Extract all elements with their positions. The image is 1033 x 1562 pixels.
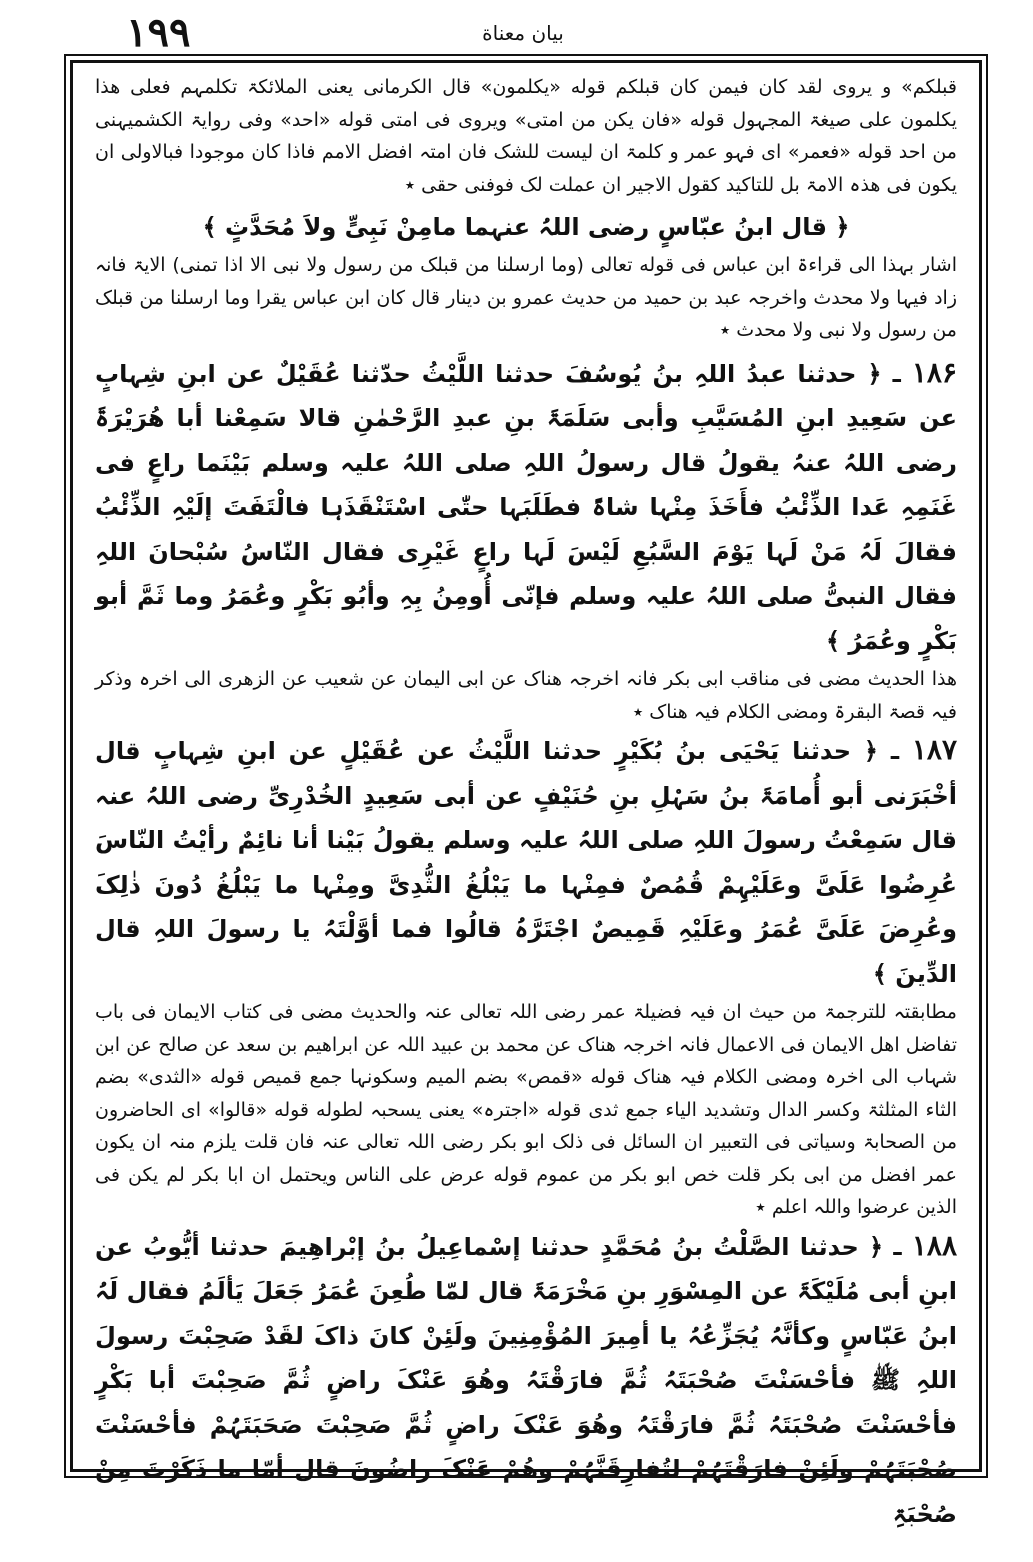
dash-separator: ـ xyxy=(878,737,900,765)
page-header xyxy=(68,8,978,58)
hadith-text: ﴿ حدثنا عبدُ اللہِ بنُ یُوسُفَ حدثنا اللَّیْثُ حدّثنا عُقَیْلٌ عن ابنِ شِہابٍ عن سَعِیدِ ابنِ المُسَیَّبِ وأبی سَلَمَۃَ بنِ عبدِ الرَّحْمٰنِ قالا سَمِعْنا أبا ھُرَیْرَۃَ رضی اللہُ عنہُ یقولُ قال رسولُ اللہِ صلی اللہُ علیہ وسلم بَیْنَما راعٍ فی غَنَمِہِ عَدا الذِّئْبُ فأَخَذَ مِنْہا شاۃً فطَلَبَہا حتّٰی اسْتَنْقَذَہا فالْتَفَتَ إلَیْہِ الذِّئْبُ فقالَ لَہُ مَنْ لَہا یَوْمَ السَّبُعِ لَیْسَ لَہا راعٍ غَیْرِی فقال النّاسُ سُبْحانَ اللہِ فقال النبیُّ صلی اللہُ علیہ وسلم فإنّی أُومِنُ بِہِ وأبُو بَکْرٍ وعُمَرُ وما ثَمَّ أبو بَکْرٍ وعُمَرُ ﴾ xyxy=(95,359,957,655)
commentary-paragraph: مطابقتہ للترجمۃ من حیث ان فیہ فضیلۃ عمر رضی اللہ تعالی عنہ والحدیث مضی فی کتاب الایمان فی باب تفاضل اھل الایمان فی الاعمال فانہ اخرجہ ھناک عن محمد بن عبید اللہ عن ابراھیم بن سعد عن صالح عن ابن شہاب الی اخرہ ومضی الکلام فیہ ھناک قوله «قمص» بضم المیم وسکونہا جمع قمیص قوله «الثدی» بضم الثاء المثلثۃ وکسر الدال وتشدید الیاء جمع ثدی قوله «اجترہ» یعنی یسحبہ لطوله قوله «قالوا» ای الحاضرون من الصحابۃ وسیاتی فی التعبیر ان السائل فی ذلک ابو بکر رضی اللہ تعالی عنہ فان قلت یلزم منہ ان یکون عمر افضل من ابی بکر قلت خص ابو بکر من عموم قوله عرض علی الناس ویحتمل ان ابا بکر لم یکن فی الذین عرضوا واللہ اعلم ٭ xyxy=(95,1001,957,1218)
hadith-paragraph xyxy=(95,728,957,996)
running-title: بیان معناة xyxy=(482,21,564,45)
hadith-paragraph xyxy=(95,1224,957,1537)
hadith-text: ﴿ حدثنا یَحْیَی بنُ بُکَیْرٍ حدثنا اللَّیْثُ عن عُقَیْلٍ عن ابنِ شِہابٍ قال أخْبَرَنی أبو أُمامَۃَ بنُ سَہْلِ بنِ حُنَیْفٍ عن أبی سَعِیدٍ الخُدْرِیِّ رضی اللہُ عنہ قال سَمِعْتُ رسولَ اللہِ صلی اللہُ علیہ وسلم یقولُ بَیْنا أنا نائِمٌ رأیْتُ النّاسَ عُرِضُوا عَلَیَّ وعَلَیْہِمْ قُمُصٌ فمِنْہا ما یَبْلُغُ الثُّدِیَّ ومِنْہا ما یَبْلُغُ دُونَ ذٰلِکَ وعُرِضَ عَلَیَّ عُمَرُ وعَلَیْہِ قَمِیصٌ اجْتَرَّہُ قالُوا فما أوَّلْتَہُ یا رسولَ اللہِ قال الدِّینَ ﴾ xyxy=(95,737,958,988)
dash-separator: ـ xyxy=(883,1232,902,1261)
hadith-paragraph xyxy=(95,351,957,664)
hadith-number: ۱۸۶ xyxy=(911,355,958,389)
text-body xyxy=(95,71,957,1536)
text-frame xyxy=(70,60,982,1528)
chapter-heading: ﴿ قال ابنُ عبّاسٍ رضی اللہُ عنہما مامِنْ نَبِیٍّ ولاَ مُحَدَّثٍ ﴾ xyxy=(202,213,850,241)
commentary-paragraph: اشار بہذا الی قراءۃ ابن عباس فی قوله تعالی (وما ارسلنا من قبلک من رسول ولا نبی الا اذا تمنی) الایۃ فانہ زاد فیہا ولا محدث واخرجہ عبد بن حمید من حدیث عمرو بن دینار قال کان ابن عباس یقرا وما ارسلنا من قبلک من رسول ولا نبی ولا محدث ٭ xyxy=(95,254,957,341)
commentary-paragraph: ھذا الحدیث مضی فی مناقب ابی بکر فانہ اخرجہ ھناک عن ابی الیمان عن شعیب عن الزھری الی اخرہ وذکر فیہ قصۃ البقرۃ ومضی الکلام فیہ ھناک ٭ xyxy=(95,668,957,723)
hadith-number: ۱۸۸ xyxy=(911,1228,957,1262)
commentary-paragraph: قبلکم» و یروی لقد کان فیمن کان قبلکم قوله «یکلمون» قال الکرمانی یعنی الملائکۃ تکلمہم فعلی ھذا یکلمون علی صیغۃ المجہول قوله «فان یکن من امتی» ویروی فی امتی قوله «احد» وفی روایۃ الکشمیہنی من احد قوله «فعمر» ای فہو عمر و کلمۃ ان لیست للشک فان امتہ افضل الامم فاذا کان موجودا فبالاولی ان یکون فی ھذہ الامۃ بل للتاکید کقول الاجیر ان عملت لک فوفنی حقی ٭ xyxy=(95,76,957,196)
dash-separator: ـ xyxy=(881,359,901,388)
hadith-number: ۱۸۷ xyxy=(911,733,958,766)
page-number: ۱۹۹ xyxy=(126,9,191,56)
hadith-text: ﴿ حدثنا الصَّلْتُ بنُ مُحَمَّدٍ حدثنا إسْماعِیلُ بنُ إبْراھِیمَ حدثنا أیُّوبُ عن ابنِ أبی مُلَیْکَۃَ عن المِسْوَرِ بنِ مَخْرَمَۃَ قال لمّا طُعِنَ عُمَرُ جَعَلَ یَألَمُ فقال لَہُ ابنُ عَبّاسٍ وکأنَّہُ یُجَزِّعُہُ یا أمِیرَ المُؤْمِنِینَ ولَئِنْ کانَ ذاکَ لقَدْ صَحِبْتَ رسولَ اللہِ ﷺ فأحْسَنْتَ صُحْبَتَہُ ثُمَّ فارَقْتَہُ وھُوَ عَنْکَ راضٍ ثُمَّ صَحِبْتَ أبا بَکْرٍ فأحْسَنْتَ صُحْبَتَہُ ثُمَّ فارَقْتَہُ وھُوَ عَنْکَ راضٍ ثُمَّ صَحِبْتَ صَحَبَتَہُمْ فأحْسَنْتَ صُحْبَتَہُمْ ولَئِنْ فارَقْتَہُمْ لتُفارِقَنَّہُمْ وھُمْ عَنْکَ راضُونَ قال أمّا ما ذَکَرْتَ مِنْ صُحْبَۃِ xyxy=(95,1232,957,1528)
